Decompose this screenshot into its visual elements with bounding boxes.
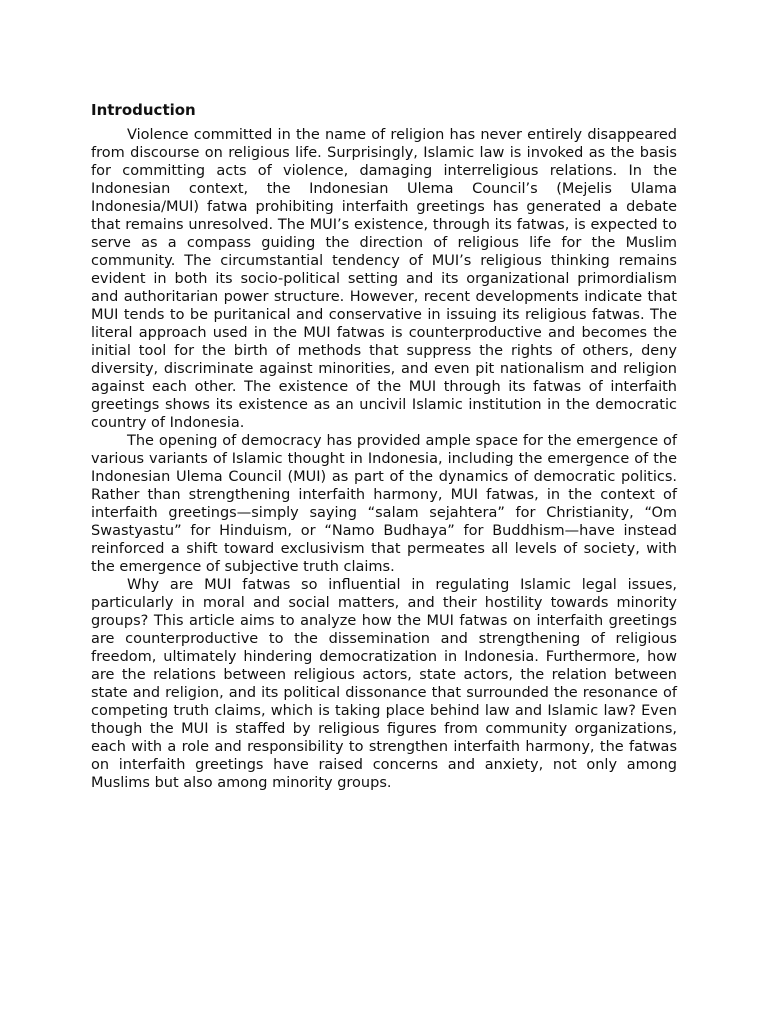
section-heading: Introduction <box>91 101 196 119</box>
paragraph-1: Violence committed in the name of religion has never entirely disappeared from discourse on religious life. Surprisingly, Islamic law is invoked as the basis for committing acts of violence, damaging interreligious relations. In the Indonesian context, the Indonesian Ulema Council’s (Mejelis Ulama Indonesia/MUI) fatwa prohibiting interfaith greetings has generated a debate that remains unresolved. The MUI’s existence, through its fatwas, is expected to serve as a compass guiding the direction of religious life for the Muslim community. The circumstantial tendency of MUI’s religious thinking remains evident in both its socio-political setting and its organizational primordialism and authoritarian power structure. However, recent developments indicate that MUI tends to be puritanical and conservative in issuing its religious fatwas. The literal approach used in the MUI fatwas is counterproductive and becomes the initial tool for the birth of methods that suppress the rights of others, deny diversity, discriminate against minorities, and even pit nationalism and religion against each other. The existence of the MUI through its fatwas of interfaith greetings shows its existence as an uncivil Islamic institution in the democratic country of Indonesia. <box>91 127 677 431</box>
paragraph-2: The opening of democracy has provided ample space for the emergence of various variants of Islamic thought in Indonesia, including the emergence of the Indonesian Ulema Council (MUI) as part of the dynamics of democratic politics. Rather than strengthening interfaith harmony, MUI fatwas, in the context of interfaith greetings—simply saying “salam sejahtera” for Christianity, “Om Swastyastu” for Hinduism, or “Namo Budhaya” for Buddhism—have instead reinforced a shift toward exclusivism that permeates all levels of society, with the emergence of subjective truth claims. <box>91 433 677 575</box>
document-page <box>91 100 677 792</box>
paragraph-3: Why are MUI fatwas so influential in regulating Islamic legal issues, particularly in moral and social matters, and their hostility towards minority groups? This article aims to analyze how the MUI fatwas on interfaith greetings are counterproductive to the dissemination and strengthening of religious freedom, ultimately hindering democratization in Indonesia. Furthermore, how are the relations between religious actors, state actors, the relation between state and religion, and its political dissonance that surrounded the resonance of competing truth claims, which is taking place behind law and Islamic law? Even though the MUI is staffed by religious figures from community organizations, each with a role and responsibility to strengthen interfaith harmony, the fatwas on interfaith greetings have raised concerns and anxiety, not only among Muslims but also among minority groups. <box>91 577 677 791</box>
